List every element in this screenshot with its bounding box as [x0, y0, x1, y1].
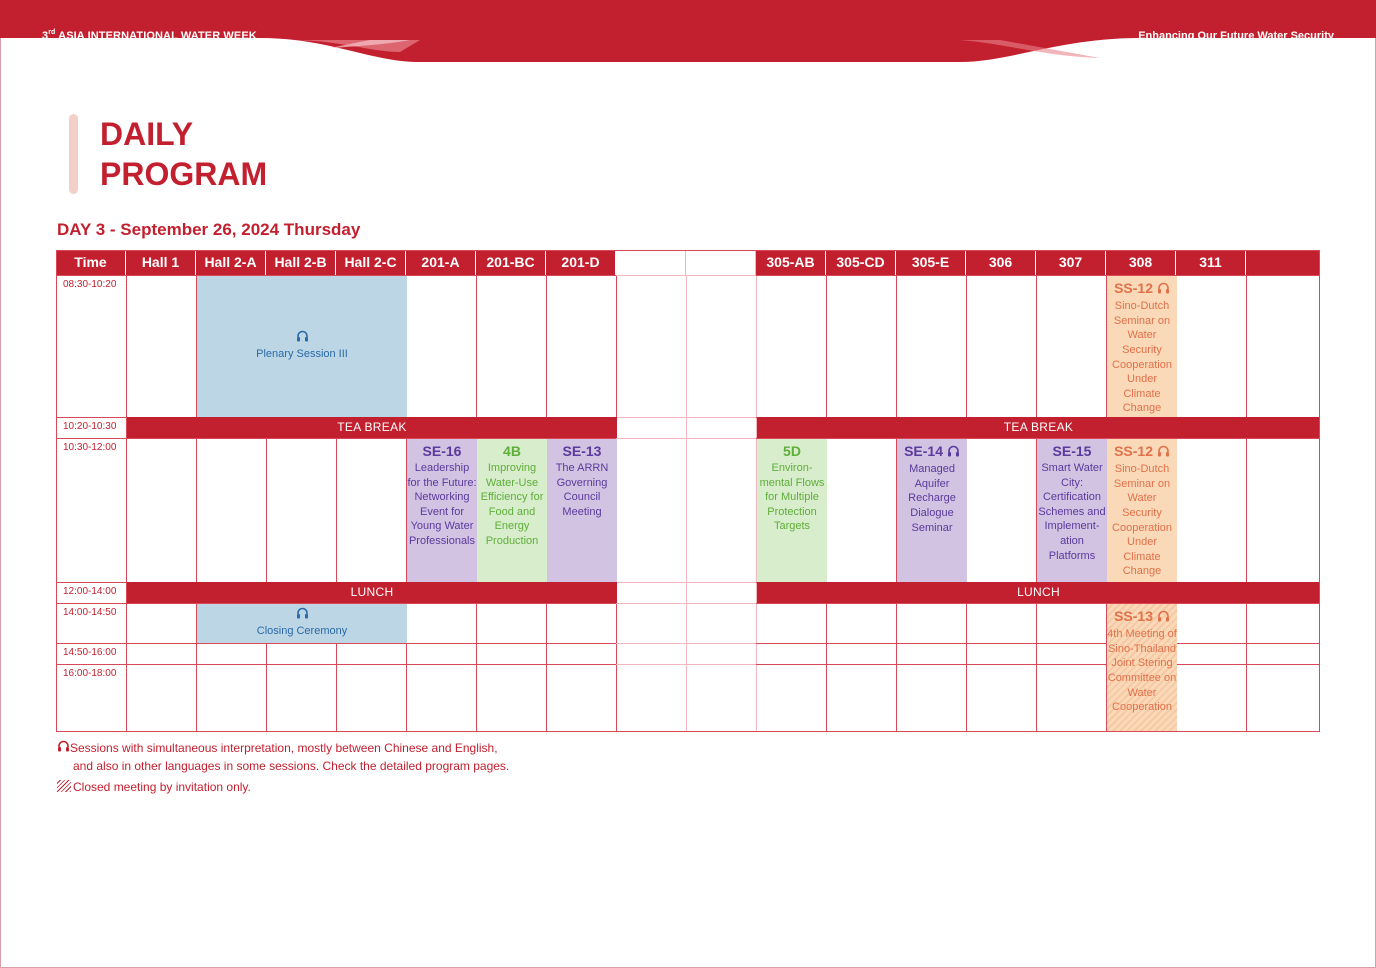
- col-header-201a: 201-A: [406, 250, 476, 275]
- session-closing-ceremony[interactable]: [197, 604, 407, 643]
- lunch-bar-right: LUNCH: [757, 582, 1320, 603]
- col-header-308: 308: [1106, 250, 1176, 275]
- legend-interp-line-1: Sessions with simultaneous interpretation, mostly between Chinese and English,: [70, 741, 498, 755]
- time-label: 08:30-10:20: [63, 279, 117, 290]
- session-ss-12-late-morning[interactable]: [1107, 439, 1177, 582]
- time-label: 10:30-12:00: [63, 442, 117, 453]
- session-ss-12-morning[interactable]: [1107, 276, 1177, 417]
- session-code: SS-12: [1107, 279, 1177, 298]
- headphones-icon: [1157, 608, 1170, 626]
- page-title-line-1: DAILY: [100, 116, 194, 152]
- tea-break-bar-right: TEA BREAK: [757, 417, 1320, 438]
- session-code: SE-16: [422, 443, 462, 459]
- session-title: Closing Ceremony: [256, 624, 348, 637]
- session-code: SE-14: [897, 442, 967, 461]
- session-title: 4th Meeting of Sino-Thailand Joint Stering Committee on Water Cooperation: [1107, 628, 1177, 714]
- session-4b[interactable]: [477, 439, 547, 582]
- legend-closed: [57, 779, 251, 796]
- session-ss-13[interactable]: [1107, 604, 1177, 731]
- session-code: SS-12: [1107, 442, 1177, 461]
- session-title: Sino-Dutch Seminar on Water Security Cooperation Under Climate Change: [1112, 463, 1172, 578]
- col-header-305e: 305-E: [896, 250, 966, 275]
- session-title: Sino-Dutch Seminar on Water Security Cooperation Under Climate Change: [1112, 300, 1172, 415]
- tagline: Enhancing Our Future Water Security: [1138, 30, 1334, 42]
- col-header-311: 311: [1176, 250, 1246, 275]
- tea-break-bar-left: TEA BREAK: [127, 417, 617, 438]
- time-label: 10:20-10:30: [63, 421, 117, 432]
- legend-interp-line-2: and also in other languages in some sessions. Check the detailed program pages.: [73, 759, 510, 773]
- session-se-16[interactable]: [407, 439, 477, 582]
- headphones-icon: [57, 740, 70, 757]
- col-header-305cd: 305-CD: [826, 250, 896, 275]
- time-label: 14:50-16:00: [63, 647, 117, 658]
- title-accent-bar: [69, 114, 78, 194]
- headphones-icon: [947, 443, 960, 461]
- time-label: 16:00-18:00: [63, 668, 117, 679]
- col-header-307: 307: [1036, 250, 1106, 275]
- session-se-15[interactable]: [1037, 439, 1107, 582]
- header-band: [0, 0, 1376, 62]
- col-header-305ab: 305-AB: [756, 250, 826, 275]
- session-code: 5D: [783, 443, 801, 459]
- legend-closed-text: Closed meeting by invitation only.: [73, 780, 251, 794]
- session-title: Managed Aquifer Recharge Dialogue Seminar: [908, 463, 956, 534]
- hatch-pattern-icon: [57, 780, 71, 792]
- session-title: Environ-mental Flows for Multiple Protection Targets: [759, 462, 825, 533]
- col-header-hall-2a: Hall 2-A: [196, 250, 266, 275]
- col-header-306: 306: [966, 250, 1036, 275]
- col-header-hall-2b: Hall 2-B: [266, 250, 336, 275]
- session-se-13[interactable]: [547, 439, 617, 582]
- session-title: Improving Water-Use Efficiency for Food and Energy Production: [480, 462, 544, 547]
- headphones-icon: [1157, 443, 1170, 461]
- session-title: Leadership for the Future: Networking Event for Young Water Professionals: [407, 462, 477, 547]
- headphones-icon: [296, 607, 309, 624]
- session-code: SE-15: [1052, 443, 1092, 459]
- session-plenary-iii[interactable]: [197, 276, 407, 417]
- session-code: SS-13: [1107, 607, 1177, 626]
- col-header-201d: 201-D: [546, 250, 616, 275]
- program-grid: [56, 250, 1320, 732]
- col-header-201bc: 201-BC: [476, 250, 546, 275]
- session-code: SE-13: [562, 443, 602, 459]
- session-title: Plenary Session III: [256, 347, 348, 360]
- time-label: 12:00-14:00: [63, 586, 117, 597]
- col-header-hall-2c: Hall 2-C: [336, 250, 406, 275]
- headphones-icon: [296, 330, 309, 347]
- lunch-bar-left: LUNCH: [127, 582, 617, 603]
- day-heading: DAY 3 - September 26, 2024 Thursday: [57, 220, 361, 239]
- col-header-hall-1: Hall 1: [126, 250, 196, 275]
- page-title-line-2: PROGRAM: [100, 156, 268, 192]
- session-title: The ARRN Governing Council Meeting: [555, 462, 609, 518]
- col-header-time: Time: [56, 250, 126, 275]
- time-label: 14:00-14:50: [63, 607, 117, 618]
- event-name: 3rd ASIA INTERNATIONAL WATER WEEK: [42, 29, 257, 42]
- session-title: Smart Water City: Certification Schemes and Implement-ation Platforms: [1038, 462, 1106, 562]
- headphones-icon: [1157, 280, 1170, 298]
- session-se-14[interactable]: [897, 439, 967, 582]
- session-code: 4B: [503, 443, 521, 459]
- session-5d[interactable]: [757, 439, 827, 582]
- legend-interpretation: [57, 740, 498, 757]
